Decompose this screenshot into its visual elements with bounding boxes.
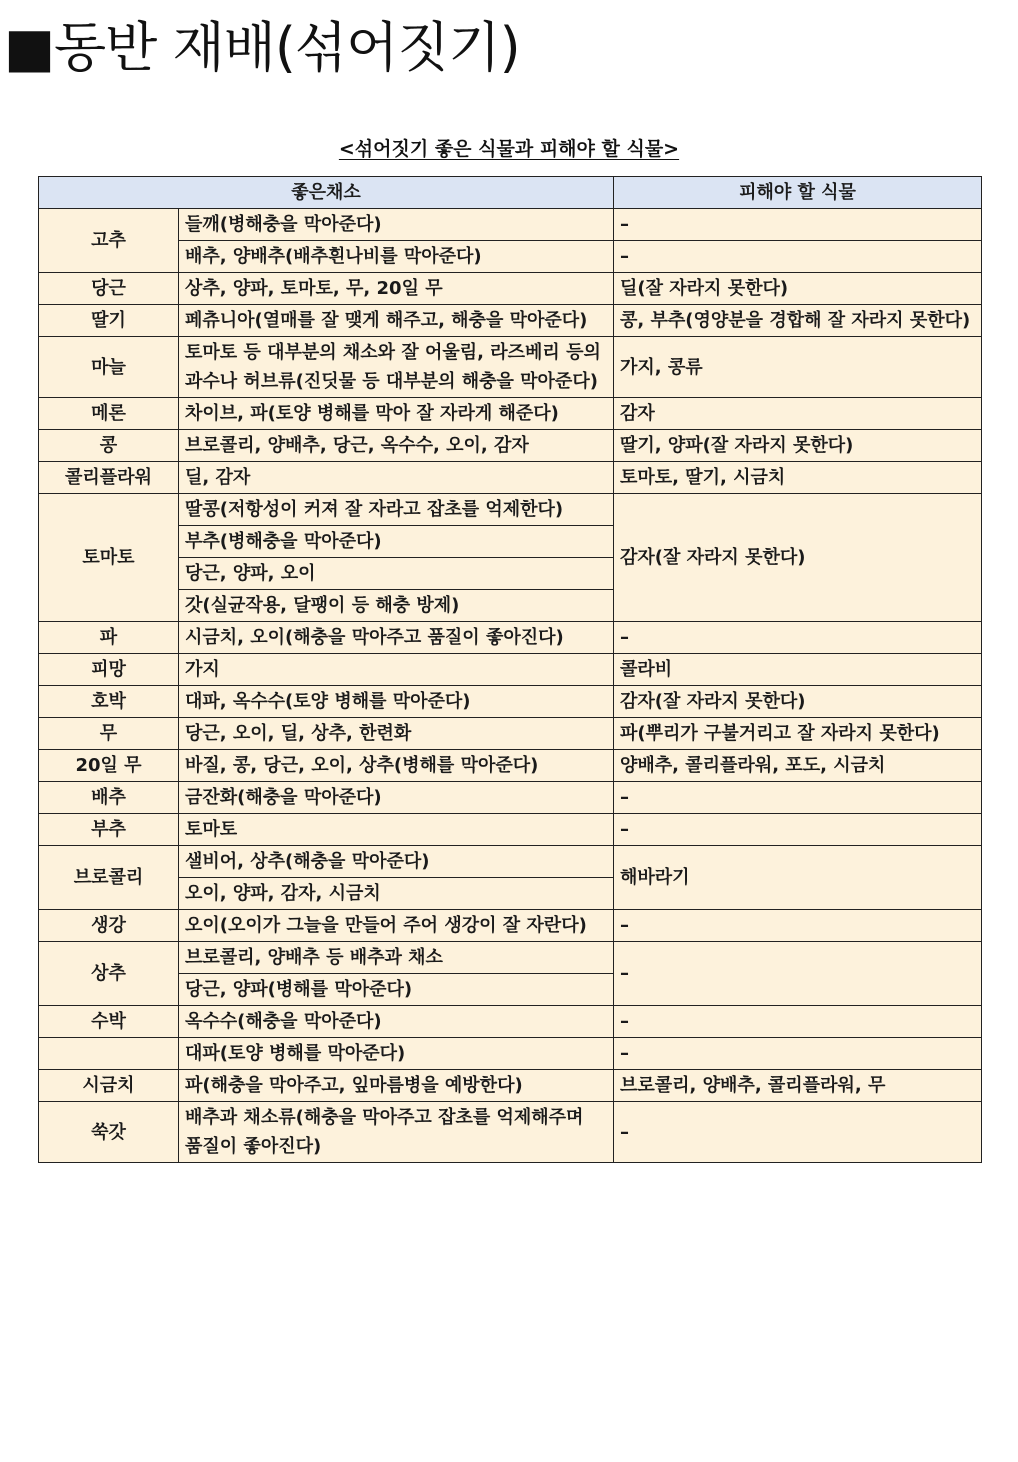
good-companion-cell: 샐비어, 상추(해충을 막아준다) (179, 846, 614, 878)
good-companion-cell: 브로콜리, 양배추, 당근, 옥수수, 오이, 감자 (179, 430, 614, 462)
avoid-plant-cell: 토마토, 딸기, 시금치 (614, 462, 982, 494)
good-companion-cell: 배추, 양배추(배추흰나비를 막아준다) (179, 241, 614, 273)
table-body (39, 209, 982, 1163)
good-companion-cell: 부추(병해충을 막아준다) (179, 526, 614, 558)
crop-name-cell: 무 (39, 718, 179, 750)
good-companion-cell: 오이(오이가 그늘을 만들어 주어 생강이 잘 자란다) (179, 910, 614, 942)
table-row (39, 910, 982, 942)
good-companion-cell: 갓(실균작용, 달팽이 등 해충 방제) (179, 590, 614, 622)
avoid-plant-cell: – (614, 1102, 982, 1163)
table-row (39, 1070, 982, 1102)
table-row (39, 718, 982, 750)
good-companion-cell: 옥수수(해충을 막아준다) (179, 1006, 614, 1038)
good-companion-cell: 당근, 양파, 오이 (179, 558, 614, 590)
good-companion-cell: 딸콩(저항성이 커져 잘 자라고 잡초를 억제한다) (179, 494, 614, 526)
table-row (39, 622, 982, 654)
table-row (39, 814, 982, 846)
avoid-plant-cell: 콜라비 (614, 654, 982, 686)
page-title: ■동반 재배(섞어짓기) (4, 16, 520, 79)
crop-name-cell (39, 1038, 179, 1070)
avoid-plant-cell: – (614, 1006, 982, 1038)
crop-name-cell: 고추 (39, 209, 179, 273)
crop-name-cell: 20일 무 (39, 750, 179, 782)
avoid-plant-cell: – (614, 910, 982, 942)
good-companion-cell: 대파(토양 병해를 막아준다) (179, 1038, 614, 1070)
avoid-plant-cell: 파(뿌리가 구불거리고 잘 자라지 못한다) (614, 718, 982, 750)
avoid-plant-cell: 딸기, 양파(잘 자라지 못한다) (614, 430, 982, 462)
avoid-plant-cell: 감자 (614, 398, 982, 430)
avoid-plant-cell: – (614, 782, 982, 814)
avoid-plant-cell: – (614, 1038, 982, 1070)
good-companion-cell: 오이, 양파, 감자, 시금치 (179, 878, 614, 910)
avoid-plant-cell: – (614, 209, 982, 241)
table-row (39, 654, 982, 686)
avoid-plant-cell: 감자(잘 자라지 못한다) (614, 686, 982, 718)
table-row (39, 305, 982, 337)
avoid-plant-cell: – (614, 814, 982, 846)
table-row (39, 1006, 982, 1038)
table-row (39, 337, 982, 398)
avoid-plant-cell: 콩, 부추(영양분을 경합해 잘 자라지 못한다) (614, 305, 982, 337)
header-good-vegetables: 좋은채소 (39, 177, 614, 209)
crop-name-cell: 피망 (39, 654, 179, 686)
good-companion-cell: 가지 (179, 654, 614, 686)
table-row (39, 462, 982, 494)
good-companion-cell: 금잔화(해충을 막아준다) (179, 782, 614, 814)
table-caption: <섞어짓기 좋은 식물과 피해야 할 식물> (338, 138, 680, 160)
table-row (39, 273, 982, 305)
table-row (39, 430, 982, 462)
crop-name-cell: 수박 (39, 1006, 179, 1038)
table-row (39, 686, 982, 718)
crop-name-cell: 생강 (39, 910, 179, 942)
avoid-plant-cell: 감자(잘 자라지 못한다) (614, 494, 982, 622)
good-companion-cell: 차이브, 파(토양 병해를 막아 잘 자라게 해준다) (179, 398, 614, 430)
crop-name-cell: 시금치 (39, 1070, 179, 1102)
avoid-plant-cell: 해바라기 (614, 846, 982, 910)
good-companion-cell: 딜, 감자 (179, 462, 614, 494)
table-row (39, 209, 982, 241)
crop-name-cell: 호박 (39, 686, 179, 718)
crop-name-cell: 배추 (39, 782, 179, 814)
good-companion-cell: 들깨(병해충을 막아준다) (179, 209, 614, 241)
good-companion-cell: 배추과 채소류(해충을 막아주고 잡초를 억제해주며 품질이 좋아진다) (179, 1102, 614, 1163)
good-companion-cell: 대파, 옥수수(토양 병해를 막아준다) (179, 686, 614, 718)
crop-name-cell: 상추 (39, 942, 179, 1006)
crop-name-cell: 딸기 (39, 305, 179, 337)
table-header-row (39, 177, 982, 209)
good-companion-cell: 파(해충을 막아주고, 잎마름병을 예방한다) (179, 1070, 614, 1102)
crop-name-cell: 토마토 (39, 494, 179, 622)
good-companion-cell: 상추, 양파, 토마토, 무, 20일 무 (179, 273, 614, 305)
table-row (39, 1038, 982, 1070)
crop-name-cell: 부추 (39, 814, 179, 846)
crop-name-cell: 마늘 (39, 337, 179, 398)
table-row (39, 1102, 982, 1163)
crop-name-cell: 메론 (39, 398, 179, 430)
avoid-plant-cell: – (614, 942, 982, 1006)
table-row (39, 241, 982, 273)
good-companion-cell: 브로콜리, 양배추 등 배추과 채소 (179, 942, 614, 974)
good-companion-cell: 토마토 (179, 814, 614, 846)
good-companion-cell: 토마토 등 대부분의 채소와 잘 어울림, 라즈베리 등의 과수나 허브류(진딧물 등 대부분의 해충을 막아준다) (179, 337, 614, 398)
good-companion-cell: 시금치, 오이(해충을 막아주고 품질이 좋아진다) (179, 622, 614, 654)
good-companion-cell: 페츄니아(열매를 잘 맺게 해주고, 해충을 막아준다) (179, 305, 614, 337)
good-companion-cell: 바질, 콩, 당근, 오이, 상추(병해를 막아준다) (179, 750, 614, 782)
crop-name-cell: 브로콜리 (39, 846, 179, 910)
table-row (39, 398, 982, 430)
header-plants-to-avoid: 피해야 할 식물 (614, 177, 982, 209)
table-row (39, 494, 982, 526)
crop-name-cell: 쑥갓 (39, 1102, 179, 1163)
crop-name-cell: 콜리플라워 (39, 462, 179, 494)
avoid-plant-cell: 딜(잘 자라지 못한다) (614, 273, 982, 305)
crop-name-cell: 당근 (39, 273, 179, 305)
avoid-plant-cell: 양배추, 콜리플라워, 포도, 시금치 (614, 750, 982, 782)
crop-name-cell: 파 (39, 622, 179, 654)
avoid-plant-cell: – (614, 622, 982, 654)
table-row (39, 782, 982, 814)
good-companion-cell: 당근, 오이, 딜, 상추, 한련화 (179, 718, 614, 750)
table-row (39, 942, 982, 974)
crop-name-cell: 콩 (39, 430, 179, 462)
avoid-plant-cell: 가지, 콩류 (614, 337, 982, 398)
good-companion-cell: 당근, 양파(병해를 막아준다) (179, 974, 614, 1006)
avoid-plant-cell: 브로콜리, 양배추, 콜리플라워, 무 (614, 1070, 982, 1102)
companion-planting-table (38, 176, 982, 1163)
table-row (39, 750, 982, 782)
avoid-plant-cell: – (614, 241, 982, 273)
table-row (39, 846, 982, 878)
